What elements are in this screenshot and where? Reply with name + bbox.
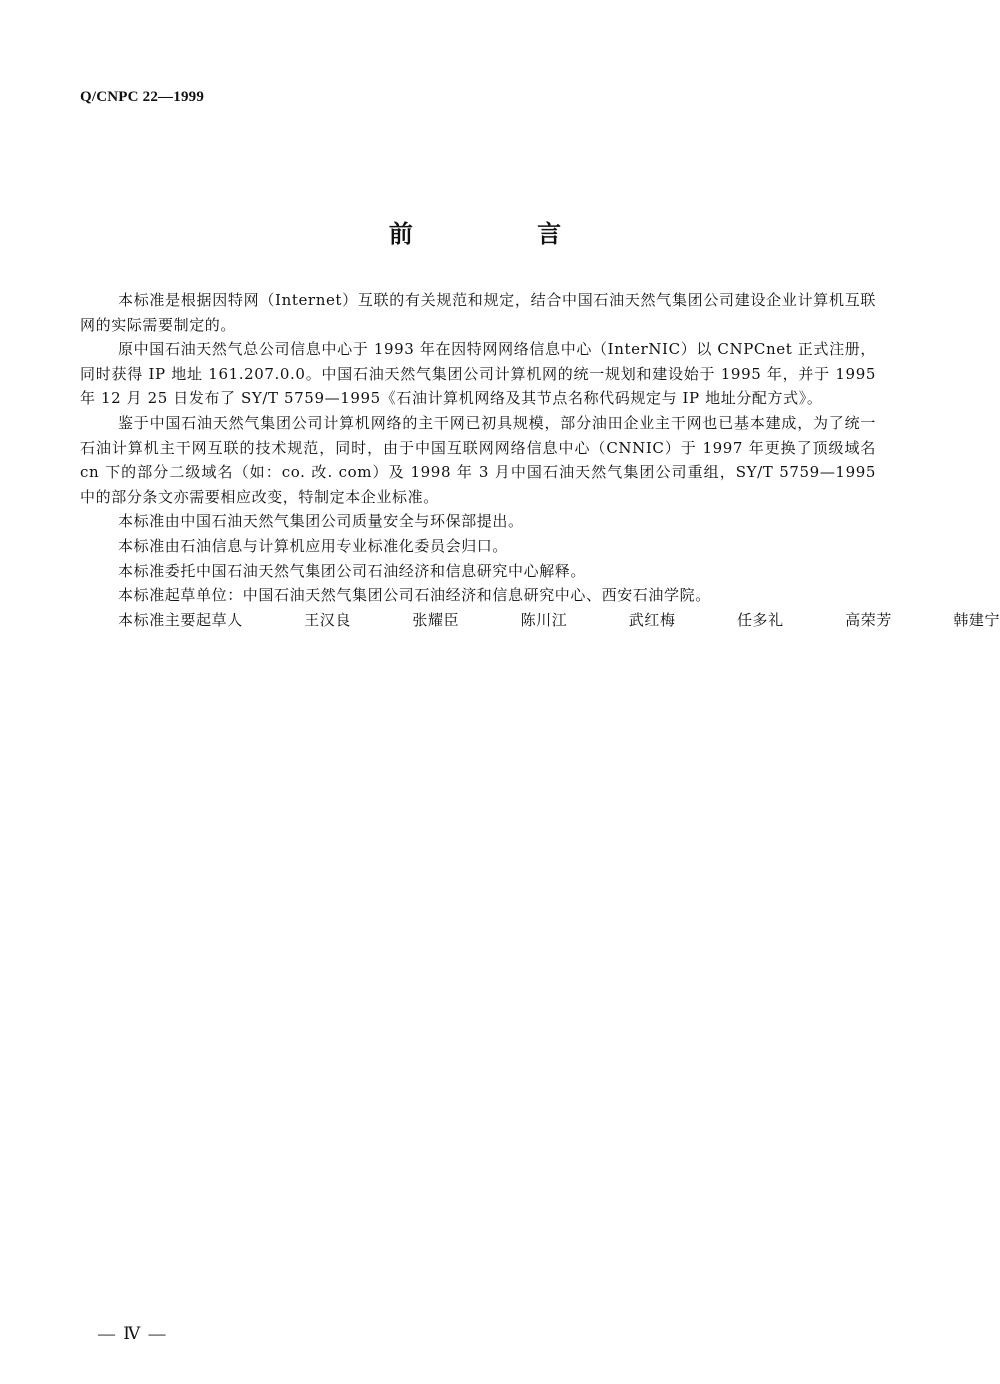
standard-code: Q/CNPC 22—1999 (80, 89, 205, 105)
paragraph-interpretation: 本标准委托中国石油天然气集团公司石油经济和信息研究中心解释。 (118, 561, 587, 580)
paragraph-history: 原中国石油天然气总公司信息中心于 1993 年在因特网网络信息中心（InterNIC）以 CNPCnet 正式注册，同时获得 IP 地址 161.207.0.0。中国石油天然气集团公司计算机网的统一规划和建设始于 1995 年，并于 1995 年 12 月 25 日发布了 SY/T 5759—1995《石油计算机网络及其节点名称代码规定与 IP 地址分配方式》。 (80, 340, 876, 408)
paragraph-basis: 本标准是根据因特网（Internet）互联的有关规范和规定，结合中国石油天然气集团公司建设企业计算机互联网的实际需要制定的。 (80, 291, 876, 334)
drafter-name: 王汉良 (304, 610, 351, 629)
drafter-name: 韩建宁 (953, 610, 1000, 629)
paragraph-drafting-unit: 本标准起草单位：中国石油天然气集团公司石油经济和信息研究中心、西安石油学院。 (118, 586, 711, 605)
page-title: 前 言 (388, 220, 620, 248)
drafters-label: 本标准主要起草人 (118, 610, 243, 629)
drafter-name: 高荣芳 (845, 610, 892, 629)
paragraph-rationale: 鉴于中国石油天然气集团公司计算机网络的主干网已初具规模，部分油田企业主干网也已基本建成，为了统一石油计算机主干网互联的技术规范，同时，由于中国互联网网络信息中心（CNNIC）于 1997 年更换了顶级域名 cn 下的部分二级域名（如：co. 改. com）及 1998 年 3 月中国石油天然气集团公司重组，SY/T 5759—1995 中的部分条文亦需要相应改变，特制定本企业标准。 (80, 413, 876, 506)
drafter-name: 张耀臣 (412, 610, 460, 629)
drafter-name: 陈川江 (520, 610, 568, 629)
page-number: — Ⅳ — (98, 1324, 168, 1343)
paragraph-centralized: 本标准由石油信息与计算机应用专业标准化委员会归口。 (118, 536, 509, 555)
paragraph-proposer: 本标准由中国石油天然气集团公司质量安全与环保部提出。 (118, 512, 524, 531)
drafter-name: 任多礼 (736, 610, 784, 629)
drafters-line (80, 608, 1000, 633)
foreword-body (80, 288, 1000, 632)
drafter-name: 武红梅 (628, 610, 676, 629)
